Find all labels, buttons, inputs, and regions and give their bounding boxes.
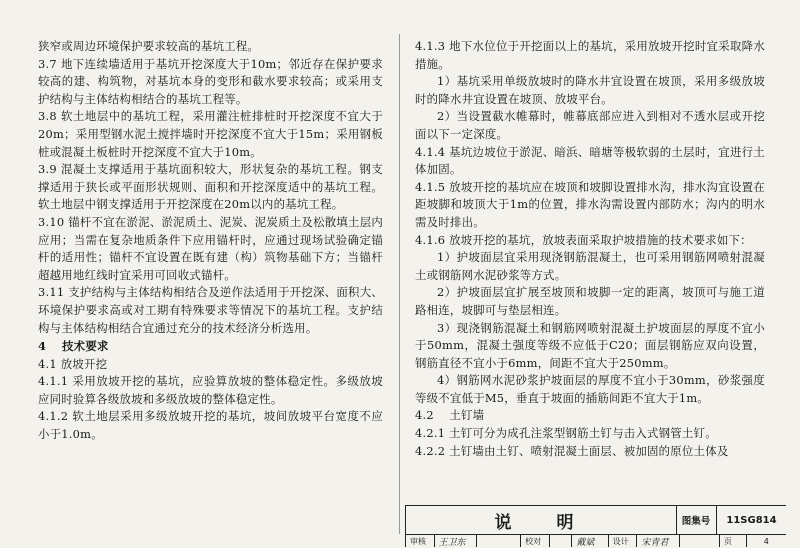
reviewer-name: 王卫东 [438,537,466,548]
title-block-title: 说 明 [406,506,677,535]
paragraph: 1）基坑采用单级放坡时的降水井宜设置在坡顶，采用多级放坡时的降水井宜设置在坡顶、放坡平台。 [415,74,765,106]
section-heading: 4 技术要求 [38,339,109,354]
paragraph: 4.2.2 土钉墙由土钉、喷射混凝土面层、被加固的原位土体及 [415,443,729,458]
left-column [38,38,383,444]
paragraph: 3.11 支护结构与主体结构相结合及逆作法适用于开挖深、面积大、环境保护要求高或对工期有特殊要求等情况下的基坑工程。支护结构与主体结构相结合宜通过充分的技术经济分析选用。 [38,285,383,335]
paragraph: 4.1 放坡开挖 [38,356,108,371]
paragraph: 3.9 混凝土支撑适用于基坑面积较大，形状复杂的基坑工程。钢支撑适用于狭长或平面形状规则、面积和开挖深度适中的基坑工程。软土地层中钢支撑适用于开挖深度在20m以内的基坑工程。 [38,162,383,212]
designer-name: 宋青君 [641,537,669,548]
atlas-number-label: 图集号 [676,506,717,535]
paragraph: 3）现浇钢筋混凝土和钢筋网喷射混凝土护坡面层的厚度不宜小于50mm，混凝土强度等级不应低于C20；面层钢筋应双向设置，钢筋直径不宜小于6mm，间距不宜大于250mm。 [415,320,765,370]
paragraph: 4.2 土钉墙 [415,408,485,423]
paragraph: 3.10 锚杆不宜在淤泥、淤泥质土、泥炭、泥炭质土及松散填土层内应用；当需在复杂地质条件下应用锚杆时，应通过现场试验确定锚杆的适用性；锚杆不宜设置在既有建（构）筑物基础下方；当锚杆超越用地红线时宜采用可回收式锚杆。 [38,214,383,282]
paragraph: 2）护坡面层宜扩展至坡顶和坡脚一定的距离，坡顶可与施工道路相连，坡脚可与垫层相连。 [415,285,765,317]
right-column [415,38,765,460]
paragraph: 4.1.2 软土地层采用多级放坡开挖的基坑，坡间放坡平台宽度不应小于1.0m。 [38,409,383,442]
design-label: 设计 [612,536,629,546]
page-number: 4 [763,536,769,546]
page-label: 页 [724,536,733,546]
paragraph: 4.1.4 基坑边坡位于淤泥、暗浜、暗塘等极软弱的土层时，宜进行土体加固。 [415,144,765,177]
checker-name: 戴斌 [576,537,595,548]
column-divider [399,34,400,534]
atlas-number-value: 11SG814 [717,506,786,535]
check-label: 校对 [525,536,542,546]
paragraph: 4.1.1 采用放坡开挖的基坑，应验算放坡的整体稳定性。多级放坡应同时验算各级放坡和多级放坡的整体稳定性。 [38,374,383,406]
paragraph: 2）当设置截水帷幕时，帷幕底部应进入到相对不透水层或开挖面以下一定深度。 [415,109,765,141]
paragraph: 1）护坡面层宜采用现浇钢筋混凝土，也可采用钢筋网喷射混凝土或钢筋网水泥砂浆等方式。 [415,250,765,282]
title-block [405,505,786,547]
paragraph: 4.1.3 地下水位位于开挖面以上的基坑，采用放坡开挖时宜采取降水措施。 [415,39,765,71]
paragraph: 4.1.6 放坡开挖的基坑，放坡表面采取护坡措施的技术要求如下： [415,232,752,247]
paragraph: 4.1.5 放坡开挖的基坑应在坡顶和坡脚设置排水沟，排水沟宜设置在距坡脚和坡顶大于1m的位置，排水沟需设置内部防水；沟内的明水需及时排出。 [415,179,765,229]
review-label: 审核 [410,536,426,546]
paragraph: 3.8 软土地层中的基坑工程，采用灌注桩排桩时开挖深度不宜大于20m；采用型钢水泥土搅拌墙时开挖深度不宜大于15m；采用钢板桩或混凝土板桩时开挖深度不宜大于10m。 [38,109,383,159]
paragraph: 4）钢筋网水泥砂浆护坡面层的厚度不宜小于30mm，砂浆强度等级不宜低于M5，垂直于坡面的插筋间距不宜大于1m。 [415,373,765,405]
paragraph: 狭窄或周边环境保护要求较高的基坑工程。 [38,39,260,53]
paragraph: 4.2.1 土钉可分为成孔注浆型钢筋土钉与击入式钢管土钉。 [415,426,717,441]
paragraph: 3.7 地下连续墙适用于基坑开挖深度大于10m；邻近存在保护要求较高的建、构筑物，对基坑本身的变形和截水要求较高；或采用支护结构与主体结构相结合的基坑工程等。 [38,56,383,106]
signature-row [406,535,786,547]
